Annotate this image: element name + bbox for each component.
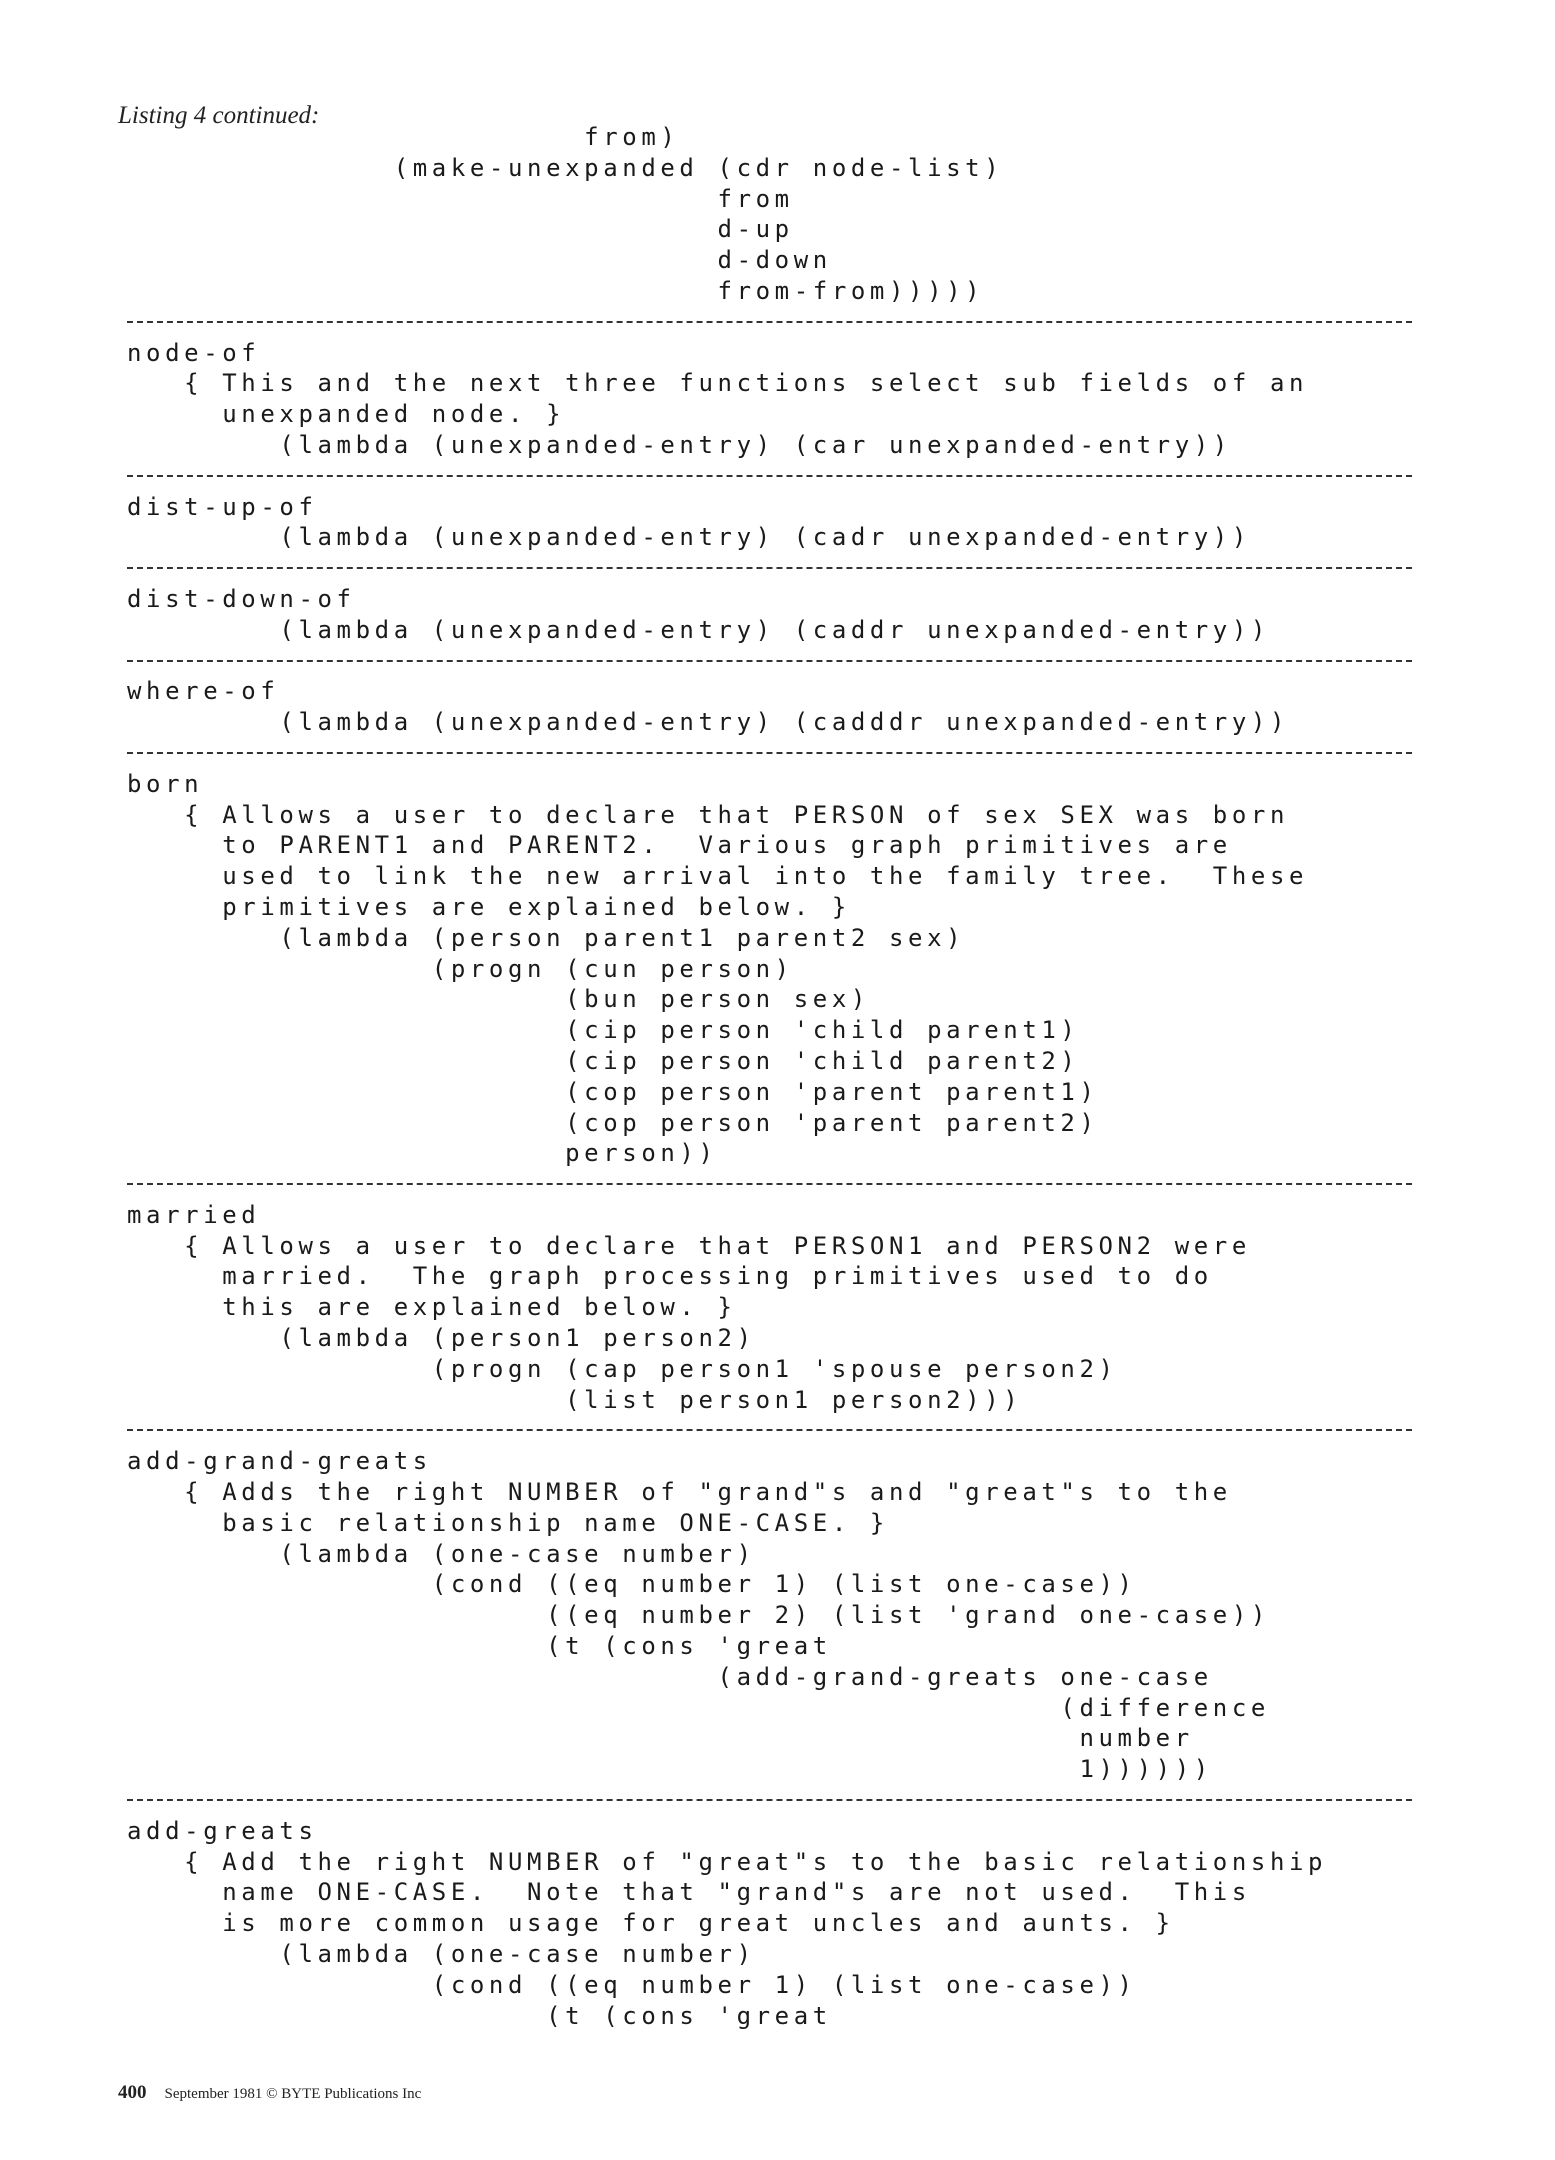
separator-line bbox=[127, 307, 1412, 338]
code-line: 1)))))) bbox=[127, 1755, 1213, 1784]
code-line: (add-grand-greats one-case bbox=[127, 1662, 1213, 1691]
code-line: (lambda (unexpanded-entry) (car unexpanded-entry)) bbox=[127, 430, 1232, 459]
code-line: married. The graph processing primitives used to do bbox=[127, 1262, 1213, 1291]
code-line: (bun person sex) bbox=[127, 985, 870, 1014]
separator-line bbox=[127, 738, 1412, 769]
code-line: is more common usage for great uncles and aunts. } bbox=[127, 1909, 1175, 1938]
code-line: { Adds the right NUMBER of "grand"s and "great"s to the bbox=[127, 1478, 1232, 1507]
code-line: (cip person 'child parent1) bbox=[127, 1016, 1080, 1045]
page-footer bbox=[118, 2082, 421, 2104]
listing-caption: Listing 4 continued: bbox=[118, 102, 320, 129]
code-line: born bbox=[127, 769, 204, 798]
code-line: (difference bbox=[127, 1693, 1270, 1722]
code-line: married bbox=[127, 1200, 261, 1229]
code-line: ((eq number 2) (list 'grand one-case)) bbox=[127, 1601, 1270, 1630]
code-line: (lambda (one-case number) bbox=[127, 1539, 756, 1568]
code-line: (lambda (person parent1 parent2 sex) bbox=[127, 923, 966, 952]
code-line: d-up bbox=[127, 215, 794, 244]
code-line: (make-unexpanded (cdr node-list) bbox=[127, 153, 1004, 182]
code-line: (cop person 'parent parent1) bbox=[127, 1077, 1099, 1106]
code-line: (cip person 'child parent2) bbox=[127, 1046, 1080, 1075]
code-line: (lambda (unexpanded-entry) (cadr unexpanded-entry)) bbox=[127, 523, 1251, 552]
code-line: { This and the next three functions select sub fields of an bbox=[127, 369, 1309, 398]
code-line: dist-down-of bbox=[127, 584, 356, 613]
separator-line bbox=[127, 1785, 1412, 1816]
code-line: name ONE-CASE. Note that "grand"s are not used. This bbox=[127, 1878, 1251, 1907]
code-line: add-greats bbox=[127, 1816, 318, 1845]
separator-line bbox=[127, 553, 1412, 584]
code-line: node-of bbox=[127, 338, 261, 367]
code-line: (t (cons 'great bbox=[127, 1632, 832, 1661]
code-line: from) bbox=[127, 123, 680, 151]
code-line: (t (cons 'great bbox=[127, 2001, 832, 2030]
code-line: add-grand-greats bbox=[127, 1447, 432, 1476]
code-line: from-from))))) bbox=[127, 276, 985, 305]
code-line: dist-up-of bbox=[127, 492, 318, 521]
code-line: this are explained below. } bbox=[127, 1293, 737, 1322]
page-number: 400 bbox=[118, 2082, 147, 2103]
separator-line bbox=[127, 1415, 1412, 1446]
code-line: basic relationship name ONE-CASE. } bbox=[127, 1508, 889, 1537]
code-line: used to link the new arrival into the family tree. These bbox=[127, 862, 1309, 891]
code-line: (progn (cap person1 'spouse person2) bbox=[127, 1354, 1118, 1383]
code-line: from bbox=[127, 184, 794, 213]
footer-publication: September 1981 © BYTE Publications Inc bbox=[164, 2086, 422, 2102]
code-line: (lambda (unexpanded-entry) (caddr unexpanded-entry)) bbox=[127, 615, 1270, 644]
code-line: number bbox=[127, 1724, 1194, 1753]
code-line: (cond ((eq number 1) (list one-case)) bbox=[127, 1570, 1137, 1599]
code-line: primitives are explained below. } bbox=[127, 892, 851, 921]
code-line: to PARENT1 and PARENT2. Various graph primitives are bbox=[127, 831, 1232, 860]
code-line: (lambda (unexpanded-entry) (cadddr unexpanded-entry)) bbox=[127, 708, 1290, 737]
code-line: (list person1 person2))) bbox=[127, 1385, 1023, 1414]
code-line: { Allows a user to declare that PERSON1 and PERSON2 were bbox=[127, 1231, 1251, 1260]
code-line: (lambda (person1 person2) bbox=[127, 1324, 756, 1353]
code-line: (lambda (one-case number) bbox=[127, 1940, 756, 1969]
code-line: unexpanded node. } bbox=[127, 400, 566, 429]
code-line: where-of bbox=[127, 677, 280, 706]
code-line: { Add the right NUMBER of "great"s to the basic relationship bbox=[127, 1847, 1328, 1876]
code-listing bbox=[127, 122, 1412, 2031]
separator-line bbox=[127, 1169, 1412, 1200]
code-line: d-down bbox=[127, 246, 832, 275]
separator-line bbox=[127, 461, 1412, 492]
code-line: (cop person 'parent parent2) bbox=[127, 1108, 1099, 1137]
code-line: person)) bbox=[127, 1139, 718, 1168]
code-line: { Allows a user to declare that PERSON of sex SEX was born bbox=[127, 800, 1290, 829]
code-line: (progn (cun person) bbox=[127, 954, 794, 983]
code-line: (cond ((eq number 1) (list one-case)) bbox=[127, 1970, 1137, 1999]
separator-line bbox=[127, 646, 1412, 677]
